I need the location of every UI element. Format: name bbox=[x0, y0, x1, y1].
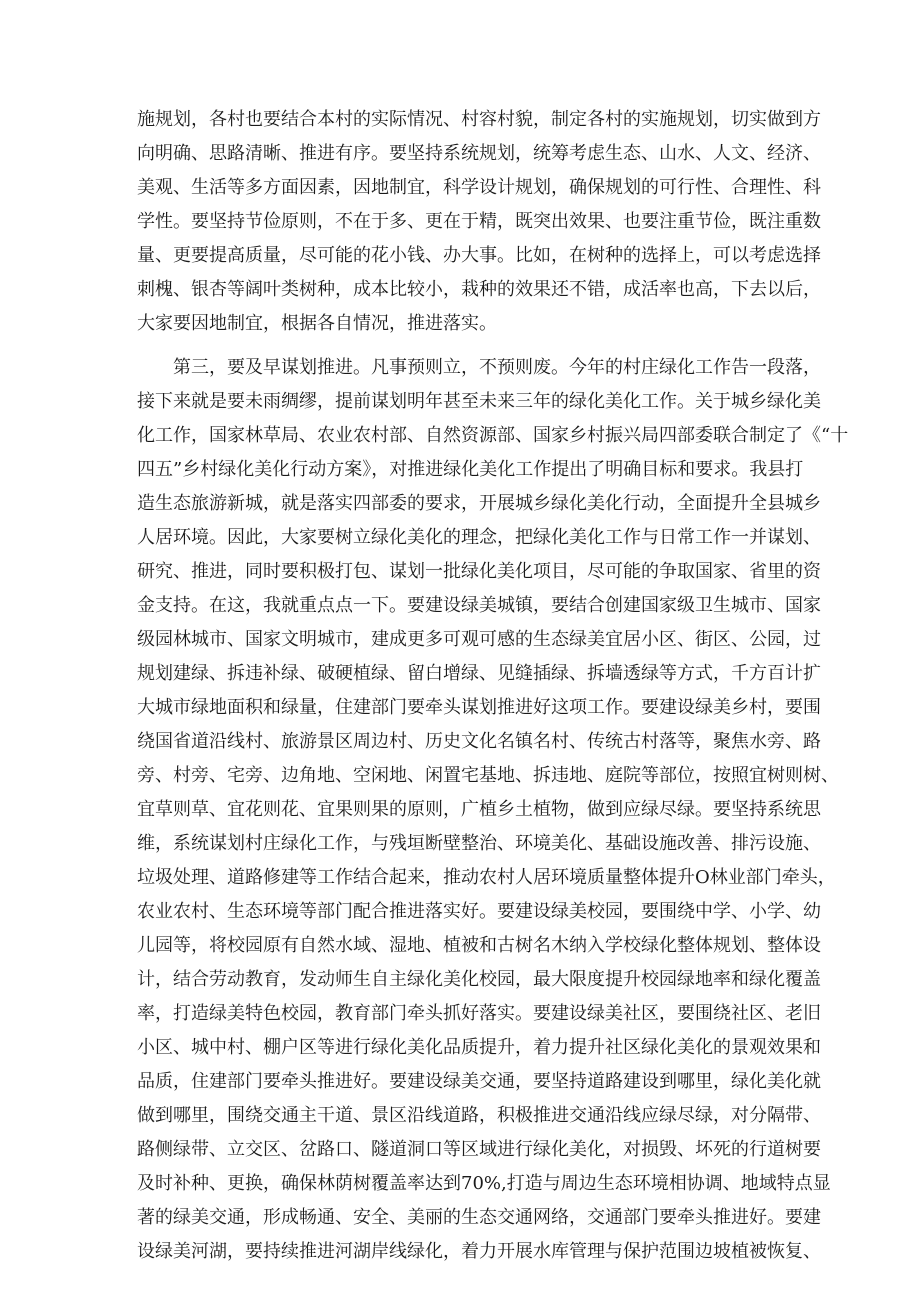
text-line: 四五”乡村绿化美化行动方案》，对推进绿化美化工作提出了明确目标和要求。我县打 bbox=[137, 459, 804, 480]
text-line: 施规划，各村也要结合本村的实际情况、村容村貌，制定各村的实施规划，切实做到方 bbox=[137, 109, 821, 130]
text-line: 路侧绿带、立交区、岔路口、隧道洞口等区域进行绿化美化，对损毁、坏死的行道树要 bbox=[137, 1139, 821, 1160]
text-line: 美观、生活等多方面因素，因地制宜，科学设计规划，确保规划的可行性、合理性、科 bbox=[137, 177, 821, 198]
text-line: 接下来就是要未雨绸缪，提前谋划明年甚至未来三年的绿化美化工作。关于城乡绿化美 bbox=[137, 391, 821, 412]
text-line: 绕国省道沿线村、旅游景区周边村、历史文化名镇名村、传统古村落等，聚焦水旁、路 bbox=[137, 731, 821, 752]
body-text bbox=[137, 103, 849, 1269]
text-line: 农业农村、生态环境等部门配合推进落实好。要建设绿美校园，要围绕中学、小学、幼 bbox=[137, 901, 821, 922]
text-line: 大城市绿地面积和绿量，住建部门要牵头谋划推进好这项工作。要建设绿美乡村，要围 bbox=[137, 697, 821, 718]
text-line: 化工作，国家林草局、农业农村部、自然资源部、国家乡村振兴局四部委联合制定了《“十 bbox=[137, 425, 849, 446]
text-line: 规划建绿、拆违补绿、破硬植绿、留白增绿、见缝插绿、拆墙透绿等方式，千方百计扩 bbox=[137, 663, 821, 684]
text-line: 大家要因地制宜，根据各自情况，推进落实。 bbox=[137, 313, 497, 334]
text-line: 儿园等，将校园原有自然水域、湿地、植被和古树名木纳入学校绿化整体规划、整体设 bbox=[137, 935, 821, 956]
text-line: 做到哪里，围绕交通主干道、景区沿线道路，积极推进交通沿线应绿尽绿，对分隔带、 bbox=[137, 1105, 821, 1126]
text-line: 计，结合劳动教育，发动师生自主绿化美化校园，最大限度提升校园绿地率和绿化覆盖 bbox=[137, 969, 821, 990]
text-line: 级园林城市、国家文明城市，建成更多可观可感的生态绿美宜居小区、街区、公园，过 bbox=[137, 629, 821, 650]
text-line: 造生态旅游新城，就是落实四部委的要求，开展城乡绿化美化行动，全面提升全县城乡 bbox=[137, 493, 821, 514]
paragraph-spacer bbox=[137, 341, 797, 351]
text-line: 金支持。在这，我就重点点一下。要建设绿美城镇，要结合创建国家级卫生城市、国家 bbox=[137, 595, 821, 616]
paragraph-2 bbox=[137, 351, 849, 1269]
text-line: 旁、村旁、宅旁、边角地、空闲地、闲置宅基地、拆违地、庭院等部位，按照宜树则树、 bbox=[137, 765, 839, 786]
text-line: 率，打造绿美特色校园，教育部门牵头抓好落实。要建设绿美社区，要围绕社区、老旧 bbox=[137, 1003, 821, 1024]
text-line: 人居环境。因此，大家要树立绿化美化的理念，把绿化美化工作与日常工作一并谋划、 bbox=[137, 527, 821, 548]
text-line: 向明确、思路清晰、推进有序。要坚持系统规划，统筹考虑生态、山水、人文、经济、 bbox=[137, 143, 821, 164]
paragraph-1 bbox=[137, 103, 821, 341]
text-line: 及时补种、更换，确保林荫树覆盖率达到70%,打造与周边生态环境相协调、地域特点显 bbox=[137, 1173, 831, 1194]
text-line: 研究、推进，同时要积极打包、谋划一批绿化美化项目，尽可能的争取国家、省里的资 bbox=[137, 561, 821, 582]
text-line: 维，系统谋划村庄绿化工作，与残垣断壁整治、环境美化、基础设施改善、排污设施、 bbox=[137, 833, 821, 854]
text-line: 第三，要及早谋划推进。凡事预则立，不预则废。今年的村庄绿化工作告一段落， bbox=[173, 357, 821, 378]
text-line: 宜草则草、宜花则花、宜果则果的原则，广植乡土植物，做到应绿尽绿。要坚持系统思 bbox=[137, 799, 821, 820]
text-line: 设绿美河湖，要持续推进河湖岸线绿化，着力开展水库管理与保护范围边坡植被恢复、 bbox=[137, 1241, 821, 1262]
text-line: 小区、城中村、棚户区等进行绿化美化品质提升，着力提升社区绿化美化的景观效果和 bbox=[137, 1037, 821, 1058]
text-line: 量、更要提高质量，尽可能的花小钱、办大事。比如，在树种的选择上，可以考虑选择 bbox=[137, 245, 821, 266]
text-line: 学性。要坚持节俭原则，不在于多、更在于精，既突出效果、也要注重节俭，既注重数 bbox=[137, 211, 821, 232]
text-line: 著的绿美交通，形成畅通、安全、美丽的生态交通网络，交通部门要牵头推进好。要建 bbox=[137, 1207, 821, 1228]
text-line: 品质，住建部门要牵头推进好。要建设绿美交通，要坚持道路建设到哪里，绿化美化就 bbox=[137, 1071, 821, 1092]
text-line: 垃圾处理、道路修建等工作结合起来，推动农村人居环境质量整体提升O林业部门牵头， bbox=[137, 867, 836, 888]
text-line: 刺槐、银杏等阔叶类树种，成本比较小，栽种的效果还不错，成活率也高，下去以后， bbox=[137, 279, 821, 300]
